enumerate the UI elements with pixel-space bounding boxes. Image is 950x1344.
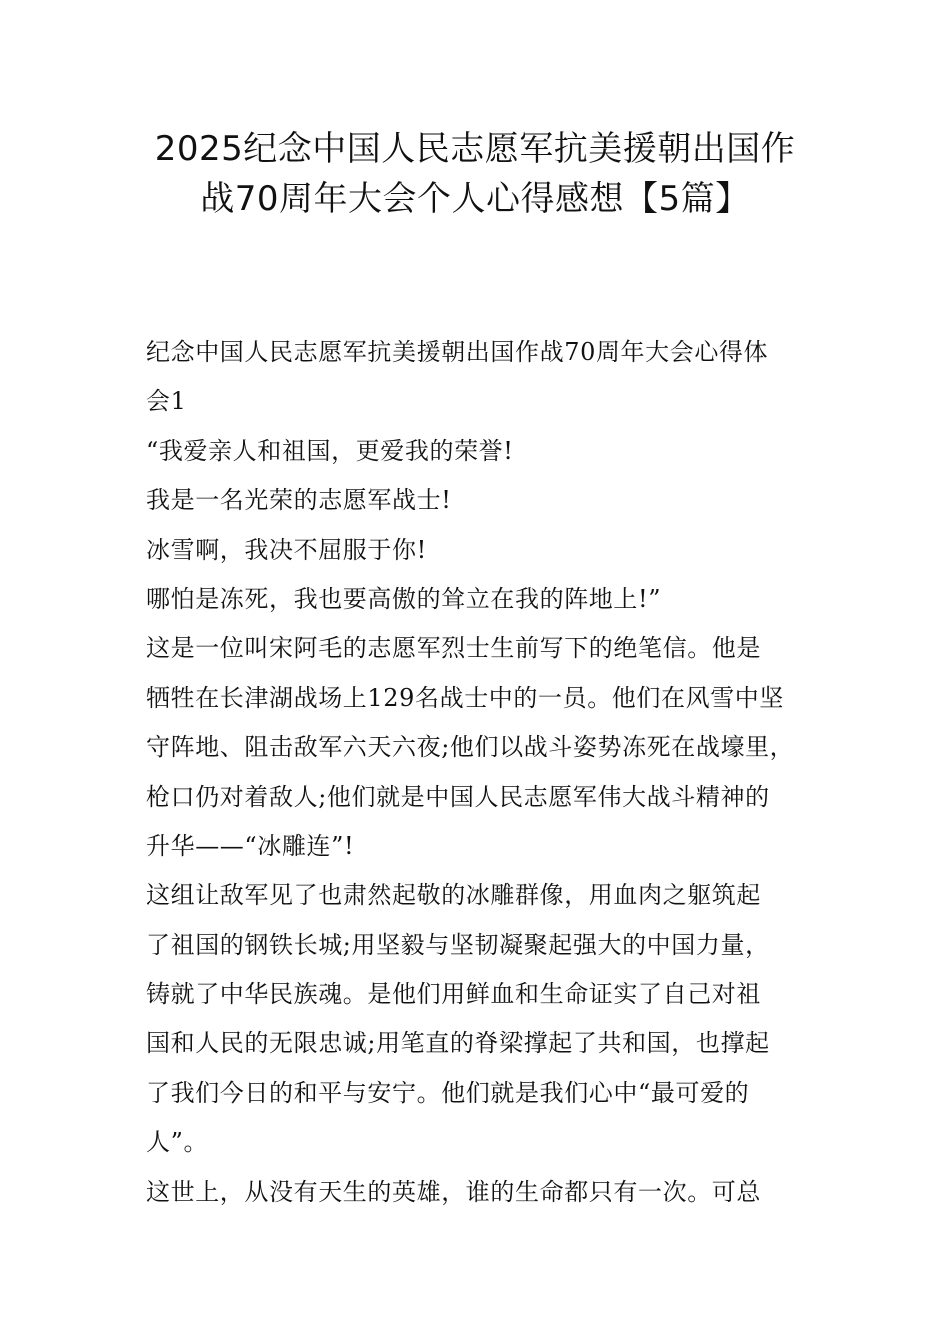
body-line: 铸就了中华民族魂。是他们用鲜血和生命证实了自己对祖 [146, 980, 761, 1009]
body-line: 升华——“冰雕连”! [146, 831, 355, 860]
body-line: 人”。 [146, 1128, 209, 1157]
body-line: 这组让敌军见了也肃然起敬的冰雕群像，用血肉之躯筑起 [146, 881, 761, 910]
title-line: 战70周年大会个人心得感想【5篇】 [200, 179, 750, 219]
body-line: 哪怕是冻死，我也要高傲的耸立在我的阵地上!” [146, 584, 662, 613]
body-line: 这世上，从没有天生的英雄，谁的生命都只有一次。可总 [146, 1177, 761, 1206]
document-title [100, 124, 850, 224]
body-line: 冰雪啊，我决不屈服于你! [146, 535, 427, 564]
body-line: 国和人民的无限忠诚;用笔直的脊梁撑起了共和国，也撑起 [146, 1029, 770, 1058]
body-line: “我爱亲人和祖国，更爱我的荣誉! [146, 436, 514, 465]
body-line: 我是一名光荣的志愿军战士! [146, 486, 452, 515]
title-line: 2025纪念中国人民志愿军抗美援朝出国作 [154, 129, 796, 169]
body-line: 会1 [146, 387, 187, 416]
body-line: 纪念中国人民志愿军抗美援朝出国作战70周年大会心得体 [146, 338, 769, 366]
body-line: 守阵地、阻击敌军六天六夜;他们以战斗姿势冻死在战壕里， [146, 733, 795, 762]
body-line: 了我们今日的和平与安宁。他们就是我们心中“最可爱的 [146, 1078, 750, 1107]
body-line: 牺牲在长津湖战场上129名战士中的一员。他们在风雪中坚 [146, 683, 785, 712]
body-line: 这是一位叫宋阿毛的志愿军烈士生前写下的绝笔信。他是 [146, 634, 761, 663]
body-line: 枪口仍对着敌人;他们就是中国人民志愿军伟大战斗精神的 [146, 782, 770, 811]
document-body [146, 328, 836, 1217]
body-line: 了祖国的钢铁长城;用坚毅与坚韧凝聚起强大的中国力量， [146, 930, 770, 959]
